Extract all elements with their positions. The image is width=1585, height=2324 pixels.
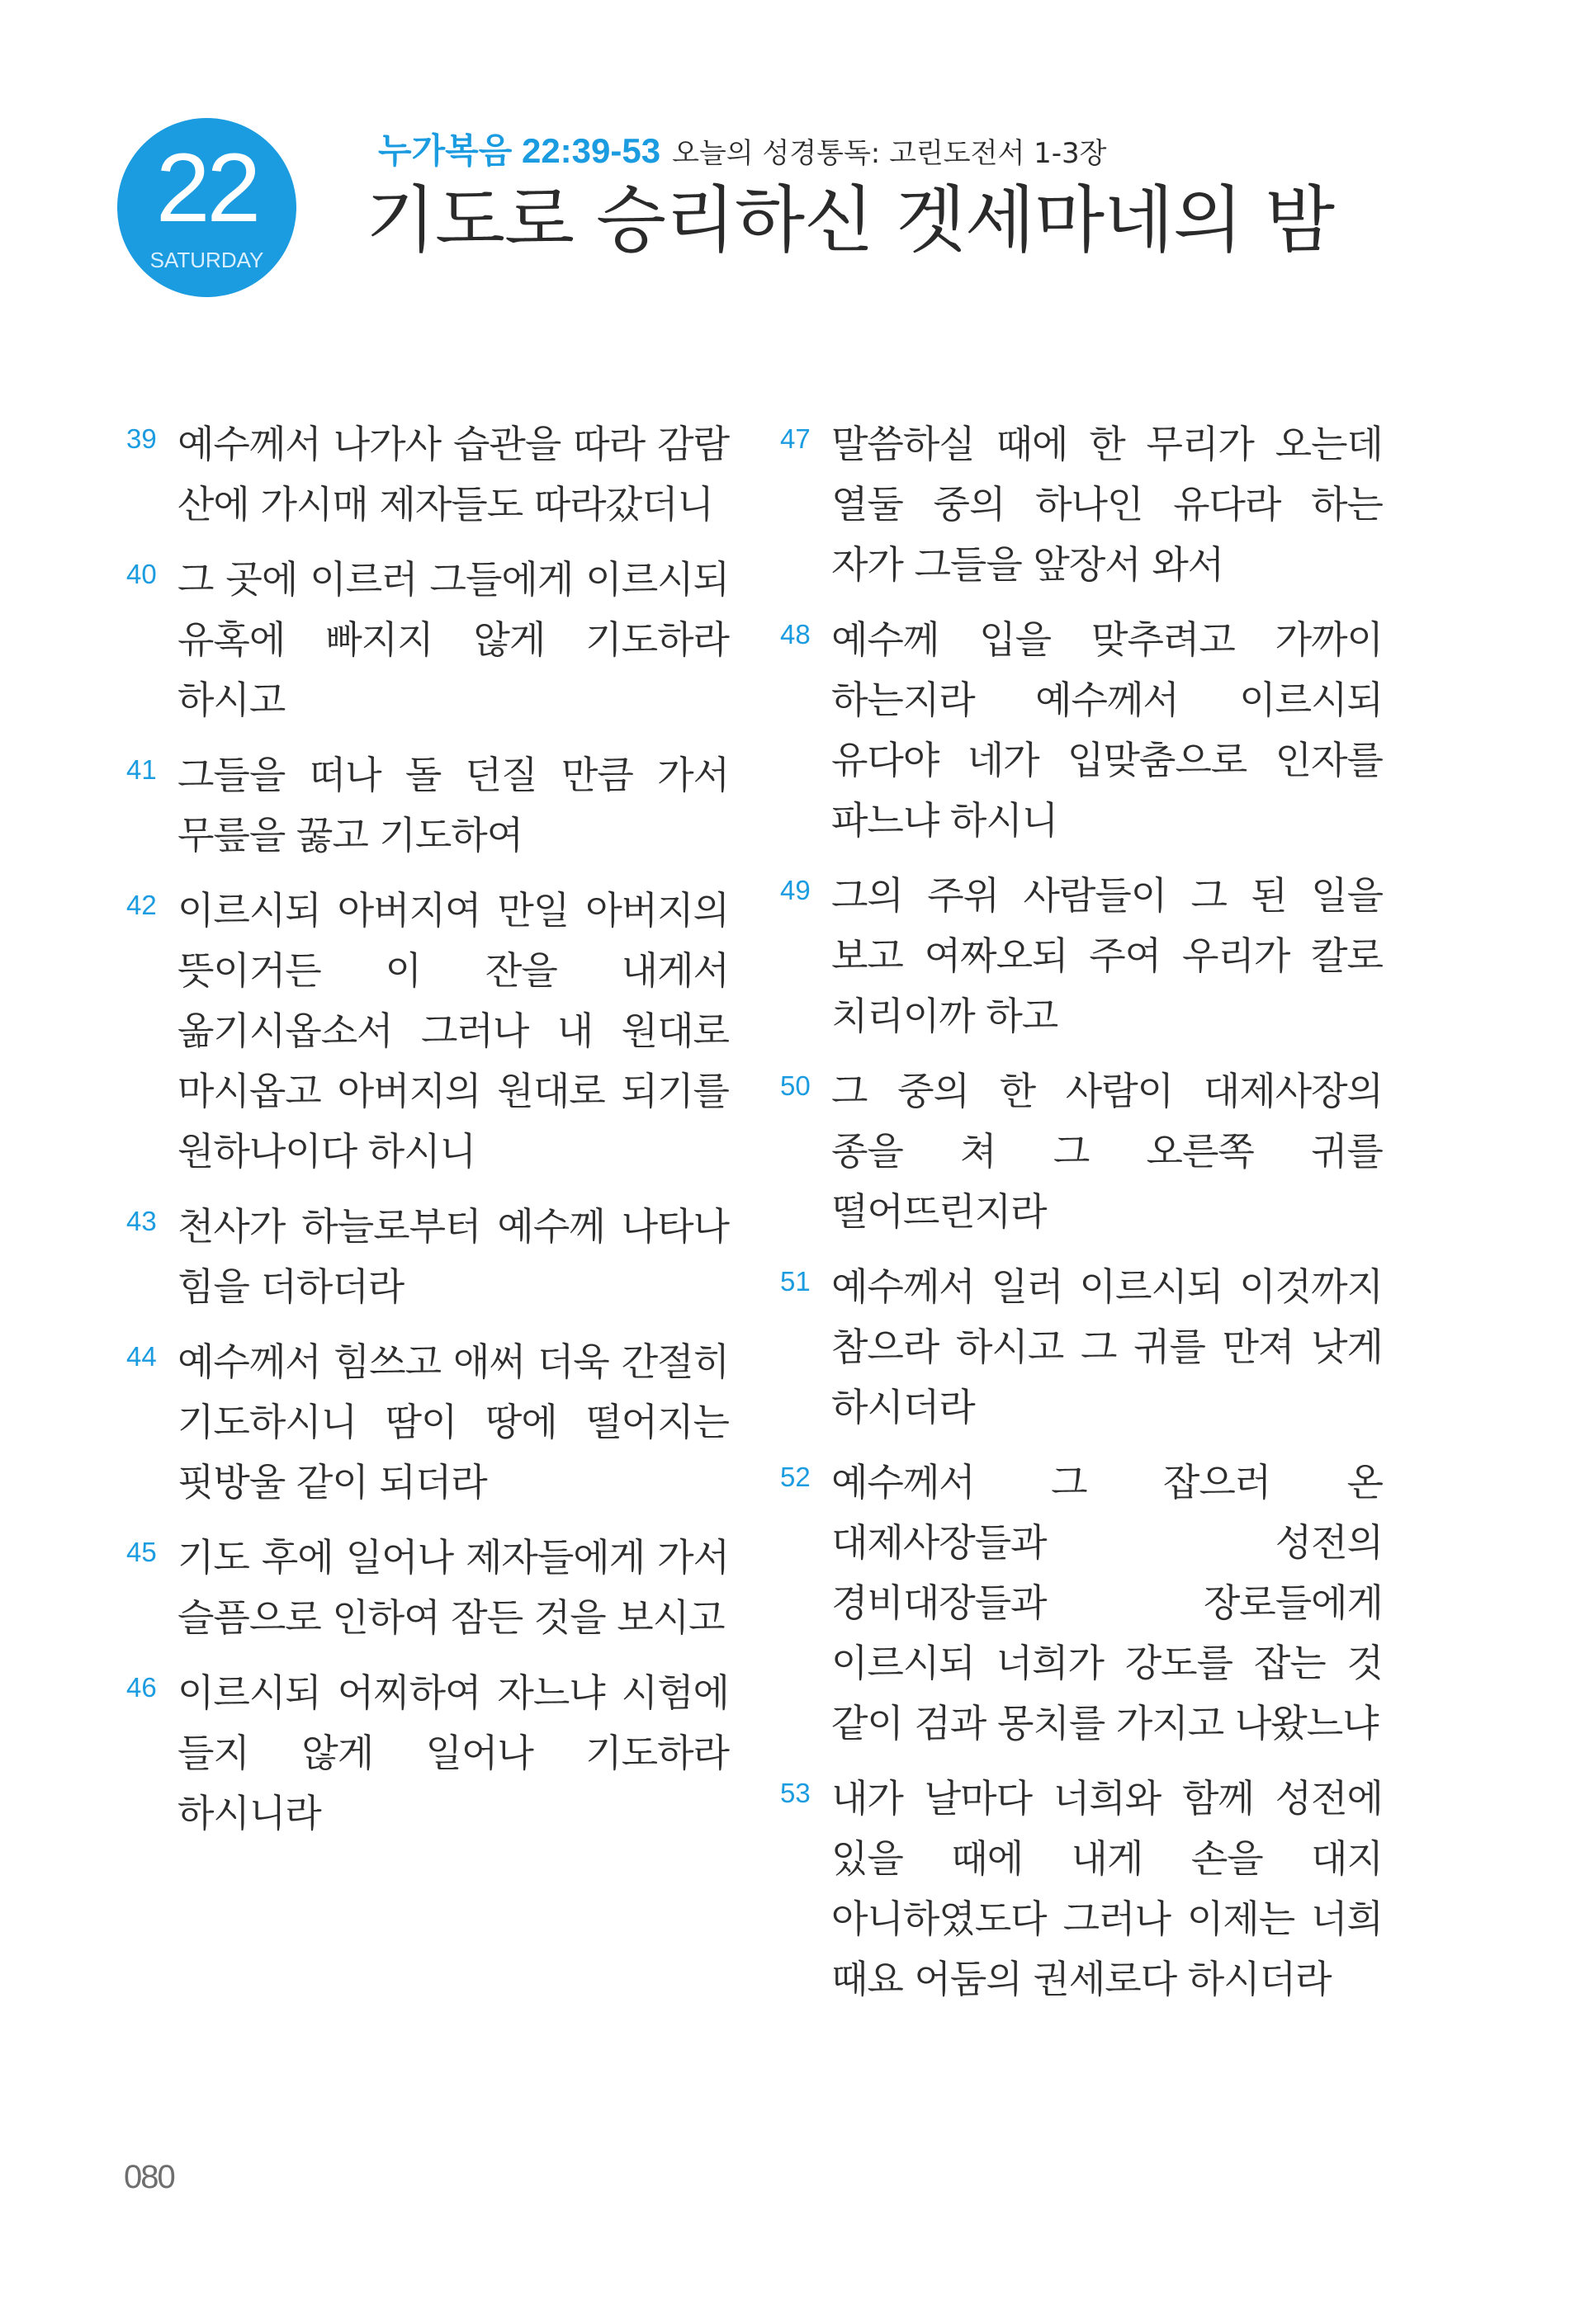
verse-number: 45 [126, 1537, 157, 1567]
day-badge [117, 118, 296, 297]
verse [126, 745, 729, 866]
verse [126, 1528, 729, 1648]
verse-number: 53 [780, 1778, 811, 1808]
verse-text: 그들을 떠나 돌 던질 만큼 가서 무릎을 꿇고 기도하여 [177, 753, 729, 857]
verse [126, 414, 729, 535]
verse-text: 예수께서 일러 이르시되 이것까지 참으라 하시고 그 귀를 만져 낫게 하시더라 [831, 1264, 1383, 1429]
page-number: 080 [124, 2159, 174, 2195]
verse-text: 그의 주위 사람들이 그 된 일을 보고 여짜오되 주여 우리가 칼로 치리이까 하고 [831, 873, 1383, 1038]
verse-text: 예수께서 힘쓰고 애써 더욱 간절히 기도하시니 땀이 땅에 떨어지는 핏방울 같이 되더라 [177, 1339, 729, 1504]
verse-text: 그 중의 한 사람이 대제사장의 종을 쳐 그 오른쪽 귀를 떨어뜨린지라 [831, 1069, 1383, 1234]
verse [780, 1061, 1383, 1242]
verse-number: 52 [780, 1462, 811, 1492]
verse [780, 610, 1383, 851]
verse [780, 1769, 1383, 2010]
verse-number: 51 [780, 1266, 811, 1297]
verse-number: 42 [126, 890, 157, 920]
verses-right-column [780, 414, 1383, 2024]
verse-text: 내가 날마다 너희와 함께 성전에 있을 때에 내게 손을 대지 아니하였도다 그러나 이제는 너희 때요 어둠의 권세로다 하시더라 [831, 1776, 1383, 2001]
verse-text: 예수께서 그 잡으러 온 대제사장들과 성전의 경비대장들과 장로들에게 이르시되 너희가 강도를 잡는 것 같이 검과 몽치를 가지고 나왔느냐 [831, 1460, 1383, 1745]
verse [780, 866, 1383, 1046]
verse-number: 49 [780, 875, 811, 905]
verse-text: 천사가 하늘로부터 예수께 나타나 힘을 더하더라 [177, 1204, 729, 1309]
verse [126, 1197, 729, 1317]
verse-number: 44 [126, 1341, 157, 1372]
day-number: 22 [155, 134, 258, 243]
verse [126, 881, 729, 1182]
day-name: SATURDAY [149, 248, 264, 272]
verse-number: 50 [780, 1070, 811, 1101]
verse [780, 1452, 1383, 1754]
verse-text: 이르시되 어찌하여 자느냐 시험에 들지 않게 일어나 기도하라 하시니라 [177, 1670, 729, 1835]
verse [780, 414, 1383, 595]
verse-text: 이르시되 아버지여 만일 아버지의 뜻이거든 이 잔을 내게서 옮기시옵소서 그러나 내 원대로 마시옵고 아버지의 원대로 되기를 원하나이다 하시니 [177, 888, 729, 1174]
reference-line [378, 124, 1106, 173]
verse-text: 기도 후에 일어나 제자들에게 가서 슬픔으로 인하여 잠든 것을 보시고 [177, 1535, 729, 1640]
verse-text: 말씀하실 때에 한 무리가 오는데 열둘 중의 하나인 유다라 하는 자가 그들을 앞장서 와서 [831, 422, 1383, 587]
verse-number: 41 [126, 754, 157, 785]
verse-number: 48 [780, 619, 811, 649]
verse [126, 550, 729, 730]
verse-number: 39 [126, 423, 157, 454]
verse-text: 그 곳에 이르러 그들에게 이르시되 유혹에 빠지지 않게 기도하라 하시고 [177, 557, 729, 722]
verse-number: 46 [126, 1672, 157, 1703]
passage-reference: 누가복음 22:39-53 [378, 131, 661, 170]
page-title: 기도로 승리하신 겟세마네의 밤 [366, 177, 1335, 262]
verse-number: 40 [126, 559, 157, 589]
verse-number: 47 [780, 423, 811, 454]
reading-plan: 오늘의 성경통독: 고린도전서 1-3장 [672, 137, 1107, 170]
verse [126, 1663, 729, 1844]
verse-number: 43 [126, 1206, 157, 1236]
verses-left-column [126, 414, 729, 1859]
verse-text: 예수께 입을 맞추려고 가까이 하는지라 예수께서 이르시되 유다야 네가 입맞춤으로 인자를 파느냐 하시니 [831, 617, 1383, 843]
verse-text: 예수께서 나가사 습관을 따라 감람 산에 가시매 제자들도 따라갔더니 [177, 422, 729, 527]
verse [126, 1332, 729, 1513]
verse [780, 1257, 1383, 1438]
